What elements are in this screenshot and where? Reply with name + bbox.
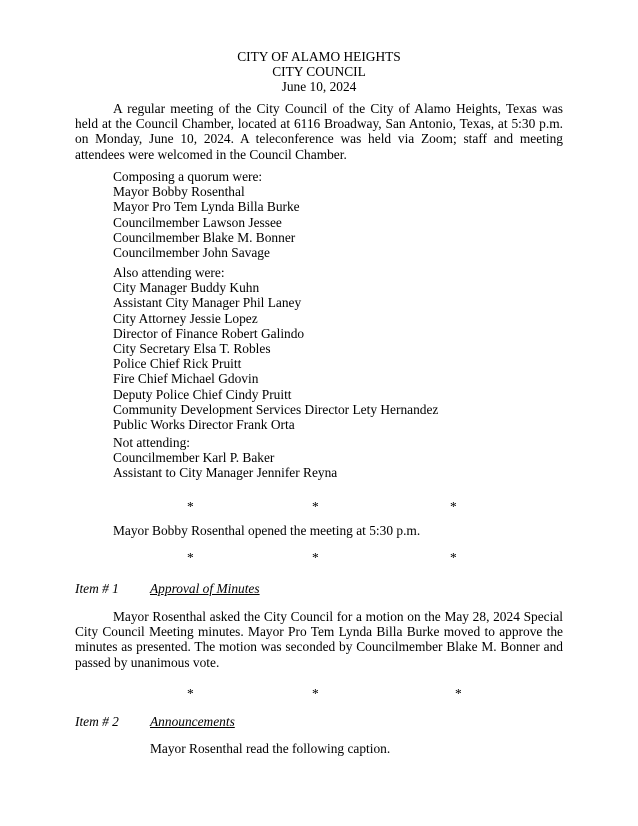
list-item: Mayor Bobby Rosenthal bbox=[113, 184, 245, 200]
list-item: Councilmember Lawson Jessee bbox=[113, 214, 282, 230]
list-item: Public Works Director Frank Orta bbox=[113, 416, 295, 432]
separator-star: * bbox=[450, 499, 457, 514]
list-item: Assistant to City Manager Jennifer Reyna bbox=[113, 465, 338, 481]
also-attending-list bbox=[113, 265, 438, 432]
list-item: Deputy Police Chief Cindy Pruitt bbox=[113, 386, 292, 402]
separator-star: * bbox=[312, 499, 319, 514]
not-attending-heading: Not attending: bbox=[113, 435, 190, 450]
item-number: Item # 1 bbox=[75, 581, 119, 596]
item-title: Approval of Minutes bbox=[150, 581, 260, 596]
item-1-body: Mayor Rosenthal asked the City Council for a motion on the May 28, 2024 Special City Council Meeting minutes. Mayor Pro Tem Lynda Billa Burke moved to approve the minutes as presented. The motion was seconded by Councilmember Blake M. Bonner and passed by unanimous vote. bbox=[75, 609, 563, 670]
list-item: Assistant City Manager Phil Laney bbox=[113, 295, 302, 311]
list-item: City Attorney Jessie Lopez bbox=[113, 310, 258, 326]
separator-line bbox=[0, 499, 638, 515]
header-city: CITY OF ALAMO HEIGHTS bbox=[237, 49, 401, 64]
header-body: CITY COUNCIL bbox=[272, 64, 366, 80]
list-item: Mayor Pro Tem Lynda Billa Burke bbox=[113, 199, 300, 215]
not-attending-list bbox=[113, 435, 337, 481]
list-item: City Secretary Elsa T. Robles bbox=[113, 340, 271, 356]
separator-star: * bbox=[187, 499, 194, 514]
quorum-heading: Composing a quorum were: bbox=[113, 169, 263, 184]
list-item: Councilmember John Savage bbox=[113, 244, 270, 260]
separator-star: * bbox=[312, 550, 319, 565]
meeting-opened-text: Mayor Bobby Rosenthal opened the meeting at 5:30 p.m. bbox=[113, 523, 421, 538]
list-item: Director of Finance Robert Galindo bbox=[113, 325, 305, 341]
quorum-list bbox=[113, 169, 300, 260]
separator-star: * bbox=[187, 686, 194, 701]
header-date: June 10, 2024 bbox=[281, 79, 357, 95]
list-item: Councilmember Blake M. Bonner bbox=[113, 229, 296, 245]
separator-star: * bbox=[450, 550, 457, 565]
document-header bbox=[0, 49, 638, 95]
separator-line bbox=[0, 550, 638, 566]
item-1-heading bbox=[75, 581, 260, 596]
item-2-heading bbox=[75, 714, 235, 729]
item-2-body: Mayor Rosenthal read the following caption. bbox=[150, 741, 391, 756]
separator-star: * bbox=[455, 686, 462, 701]
intro-paragraph: A regular meeting of the City Council of the City of Alamo Heights, Texas was held at the Council Chamber, located at 6116 Broadway, San Antonio, Texas, at 5:30 p.m. on Monday, June 10, 2024. A teleconference was held via Zoom; staff and meeting attendees were welcomed in the Council Chamber. bbox=[75, 101, 563, 162]
list-item: Fire Chief Michael Gdovin bbox=[113, 371, 259, 387]
separator-star: * bbox=[312, 686, 319, 701]
list-item: Police Chief Rick Pruitt bbox=[113, 356, 242, 372]
item-title: Announcements bbox=[150, 714, 235, 729]
list-item: Councilmember Karl P. Baker bbox=[113, 450, 275, 466]
item-number: Item # 2 bbox=[75, 714, 119, 729]
list-item: Community Development Services Director Lety Hernandez bbox=[113, 401, 439, 417]
separator-star: * bbox=[187, 550, 194, 565]
list-item: City Manager Buddy Kuhn bbox=[113, 280, 260, 296]
separator-line bbox=[0, 686, 638, 702]
also-attending-heading: Also attending were: bbox=[113, 265, 225, 280]
